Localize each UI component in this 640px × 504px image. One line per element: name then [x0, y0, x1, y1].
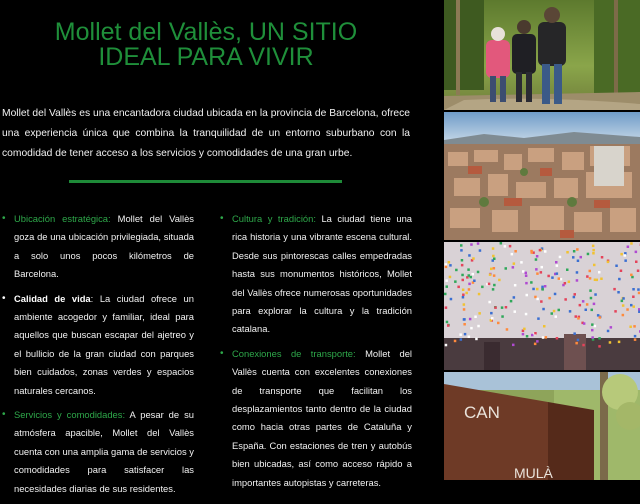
feature-item-culture: [220, 210, 412, 339]
feature-item-transport: [220, 345, 412, 492]
photo-city-aerial: [444, 112, 640, 240]
feature-item-quality: [2, 290, 194, 400]
feature-separator: :: [108, 213, 118, 224]
feature-separator: :: [313, 213, 321, 224]
features-right-column: [220, 210, 412, 498]
feature-text: La ciudad tiene una rica historia y una vibrante escena cultural. Desde sus pintorescas calles empedradas hasta sus monumentos históricos, Mollet del Vallès ofrece numerosas oportunidades para explorar la cultura y la tradición catalana.: [232, 213, 412, 334]
photo-confetti-festival: [444, 242, 640, 370]
bullet-icon: •: [220, 210, 224, 228]
photo-column: [444, 0, 640, 480]
page-title: [0, 20, 412, 70]
title-line-1: Mollet del Vallès, UN SITIO: [0, 20, 412, 45]
feature-heading: Conexiones de transporte:: [232, 348, 356, 359]
feature-heading: Servicios y comodidades: [14, 409, 122, 420]
bullet-icon: •: [2, 406, 6, 424]
feature-item-services: [2, 406, 194, 498]
feature-text: A pesar de su atmósfera apacible, Mollet del Vallès cuenta con una amplia gama de servicios y comodidades para satisfacer las necesidades diarias de sus residentes.: [14, 409, 194, 494]
feature-heading: Cultura y tradición: [232, 213, 313, 224]
photo-can-mula-sign: [444, 372, 640, 480]
title-line-2: IDEAL PARA VIVIR: [0, 45, 412, 70]
bullet-icon: •: [220, 345, 224, 363]
feature-heading: Ubicación estratégica: [14, 213, 108, 224]
divider-line: [69, 180, 342, 183]
feature-text: La ciudad ofrece un ambiente acogedor y familiar, ideal para aquellos que buscan escapar del ajetreo y el bullicio de la gran ciudad con parques bien cuidados, zonas verdes y espacios naturales cercanos.: [14, 293, 194, 396]
feature-separator: [356, 348, 365, 359]
intro-paragraph: Mollet del Vallès es una encantadora ciudad ubicada en la provincia de Barcelona, ofrece una experiencia única que combina la tranquilidad de un entorno suburbano con la comodidad de tener acceso a los servicios y comodidades de una gran urbe.: [2, 104, 410, 164]
feature-separator: :: [91, 293, 100, 304]
sign-text-2: MULÀ: [514, 465, 554, 480]
bullet-icon: •: [2, 210, 6, 228]
feature-text: Mollet del Vallès goza de una ubicación privilegiada, situada a solo unos pocos kilómetros de Barcelona.: [14, 213, 194, 279]
feature-text: Mollet del Vallès cuenta con excelentes conexiones de transporte que facilitan los desplazamientos tanto dentro de la ciudad como hacia otras partes de Cataluña y España. Con estaciones de tren y autobús bien ubicadas, así como acceso rápido a importantes autopistas y carreteras.: [232, 348, 412, 488]
bullet-icon: •: [2, 290, 6, 308]
feature-separator: :: [122, 409, 129, 420]
feature-item-location: [2, 210, 194, 284]
sign-text: CAN: [464, 403, 500, 422]
photo-park-walk: [444, 0, 640, 110]
features-left-column: [2, 210, 194, 504]
feature-heading: Calidad de vida: [14, 293, 91, 304]
